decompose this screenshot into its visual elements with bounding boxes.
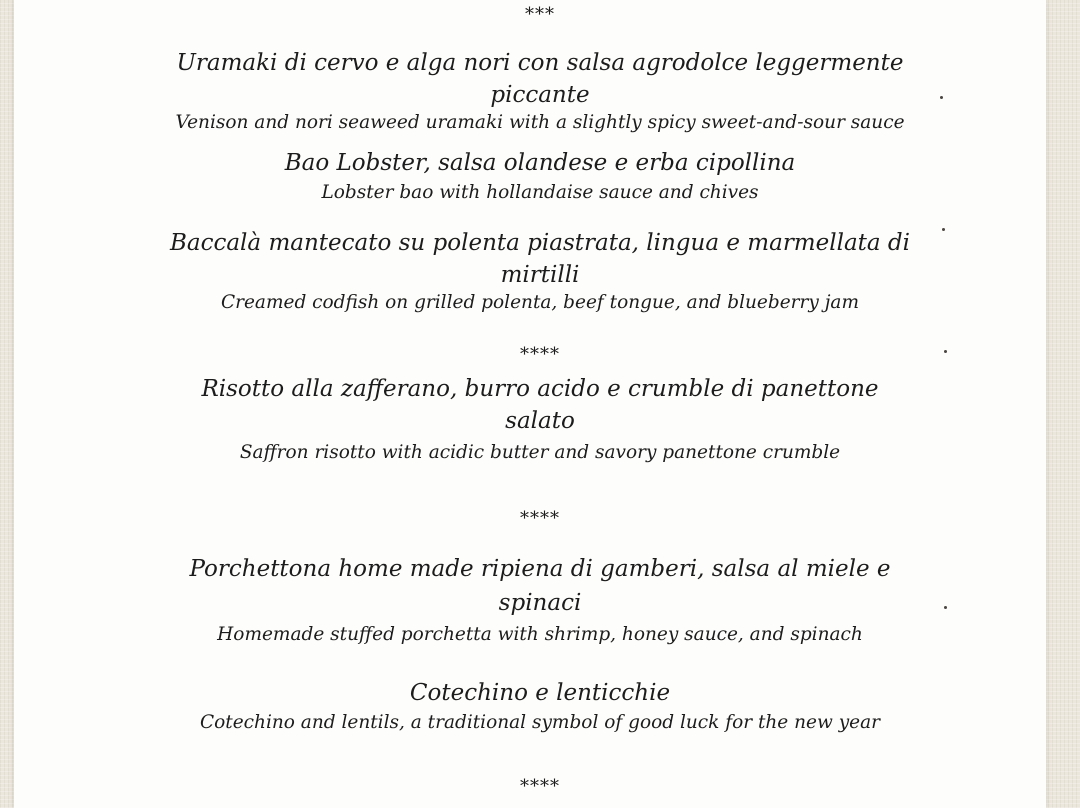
- paper-speck: [942, 228, 945, 231]
- dish-title-continued: piccante: [490, 82, 590, 108]
- dish-title: Uramaki di cervo e alga nori con salsa agrodolce leggermente: [176, 50, 904, 76]
- dish-translation: Creamed codfish on grilled polenta, beef tongue, and blueberry jam: [220, 292, 859, 313]
- dish-translation: Lobster bao with hollandaise sauce and chives: [321, 182, 759, 203]
- section-separator: ****: [520, 508, 560, 529]
- dish-title: Bao Lobster, salsa olandese e erba cipollina: [284, 150, 796, 176]
- paper-speck: [940, 96, 943, 99]
- section-separator: ***: [525, 4, 555, 25]
- paper-speck: [944, 350, 947, 353]
- dish-title: Cotechino e lenticchie: [409, 680, 671, 706]
- section-separator: ****: [520, 776, 560, 797]
- dish-translation: Cotechino and lentils, a traditional symbol of good luck for the new year: [200, 712, 880, 733]
- dish-title-continued: spinaci: [498, 590, 582, 616]
- dish-title: Risotto alla zafferano, burro acido e crumble di panettone: [201, 376, 879, 402]
- dish-title: Baccalà mantecato su polenta piastrata, lingua e marmellata di: [169, 230, 911, 256]
- dish-title-continued: mirtilli: [500, 262, 580, 288]
- section-separator: ****: [520, 344, 560, 365]
- dish-title: Porchettona home made ripiena di gamberi, salsa al miele e: [189, 556, 891, 582]
- dish-translation: Saffron risotto with acidic butter and savory panettone crumble: [239, 442, 841, 463]
- paper-speck: [944, 606, 947, 609]
- dish-title-continued: salato: [505, 408, 575, 434]
- dish-translation: Homemade stuffed porchetta with shrimp, honey sauce, and spinach: [217, 624, 863, 645]
- dish-translation: Venison and nori seaweed uramaki with a slightly spicy sweet-and-sour sauce: [175, 112, 905, 133]
